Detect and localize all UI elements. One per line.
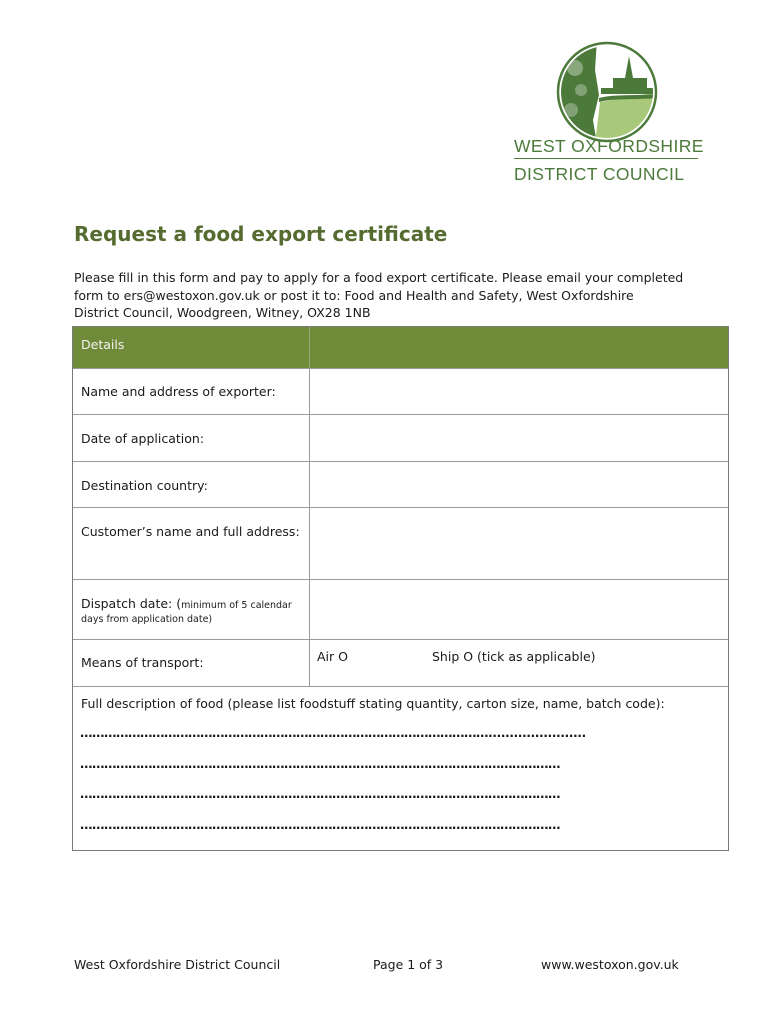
header-cell-left (73, 327, 310, 368)
table-row-exporter (73, 368, 728, 414)
table-row-dispatch (73, 579, 728, 639)
dispatch-label-note-2: days from application date) (81, 614, 213, 625)
intro-line-3: District Council, Woodgreen, Witney, OX28 1NB (74, 305, 371, 320)
table-row-customer (73, 507, 728, 579)
transport-options (310, 640, 728, 686)
header-cell-right (310, 327, 728, 368)
footer-website-link[interactable]: www.westoxon.gov.uk (541, 957, 679, 972)
table-row-transport (73, 639, 728, 686)
date-label: Date of application: (81, 431, 205, 446)
intro-text (74, 269, 714, 322)
transport-label: Means of transport: (81, 655, 204, 670)
footer-page-number: Page 1 of 3 (373, 957, 444, 972)
dispatch-label-cell (73, 580, 310, 639)
logo-line-1: WEST OXFORDSHIRE (514, 136, 704, 156)
customer-label-cell (73, 508, 310, 579)
destination-label: Destination country: (81, 478, 208, 493)
ship-option[interactable]: Ship O (tick as applicable) (432, 649, 596, 664)
air-option[interactable]: Air O (317, 649, 348, 664)
date-field[interactable] (310, 415, 728, 461)
customer-label: Customer’s name and full address: (81, 524, 300, 539)
table-row-date (73, 414, 728, 461)
dispatch-label-main: Dispatch date: ( (81, 596, 182, 611)
table-header-row (73, 327, 728, 368)
description-label: Full description of food (please list foodstuff stating quantity, carton size, name, batch code): (81, 696, 665, 711)
dispatch-label-note-1: minimum of 5 calendar (181, 600, 292, 611)
table-row-destination (73, 461, 728, 507)
exporter-field[interactable] (310, 369, 728, 414)
intro-line-1: Please fill in this form and pay to apply for a food export certificate. Please email your completed (74, 270, 684, 285)
council-logo (514, 40, 704, 190)
intro-line-2: form to ers@westoxon.gov.uk or post it to: Food and Health and Safety, West Oxfordshire (74, 287, 634, 303)
destination-field[interactable] (310, 462, 728, 507)
footer-council-name: West Oxfordshire District Council (74, 957, 281, 972)
description-line-2[interactable]: ………………………………………………………………………………………………………… (80, 756, 560, 771)
description-line-1[interactable]: …………………………………………………………………………………………....................... (80, 725, 586, 740)
exporter-label: Name and address of exporter: (81, 384, 276, 399)
table-row-description (73, 686, 728, 851)
page-title: Request a food export certificate (74, 222, 448, 246)
description-line-3[interactable]: ………………………………………………………………………………………………………… (80, 786, 560, 801)
transport-label-cell (73, 640, 310, 686)
dispatch-field[interactable] (310, 580, 728, 639)
logo-line-2: DISTRICT COUNCIL (514, 164, 685, 184)
exporter-label-cell (73, 369, 310, 414)
page-footer (74, 957, 689, 977)
logo-divider (514, 158, 698, 159)
council-emblem-icon (555, 40, 659, 144)
customer-field[interactable] (310, 508, 728, 579)
date-label-cell (73, 415, 310, 461)
header-details-label: Details (81, 337, 125, 352)
details-table (72, 326, 729, 851)
destination-label-cell (73, 462, 310, 507)
description-line-4[interactable]: ………………………………………………………………………………………………………… (80, 817, 560, 832)
dispatch-label (81, 596, 292, 611)
